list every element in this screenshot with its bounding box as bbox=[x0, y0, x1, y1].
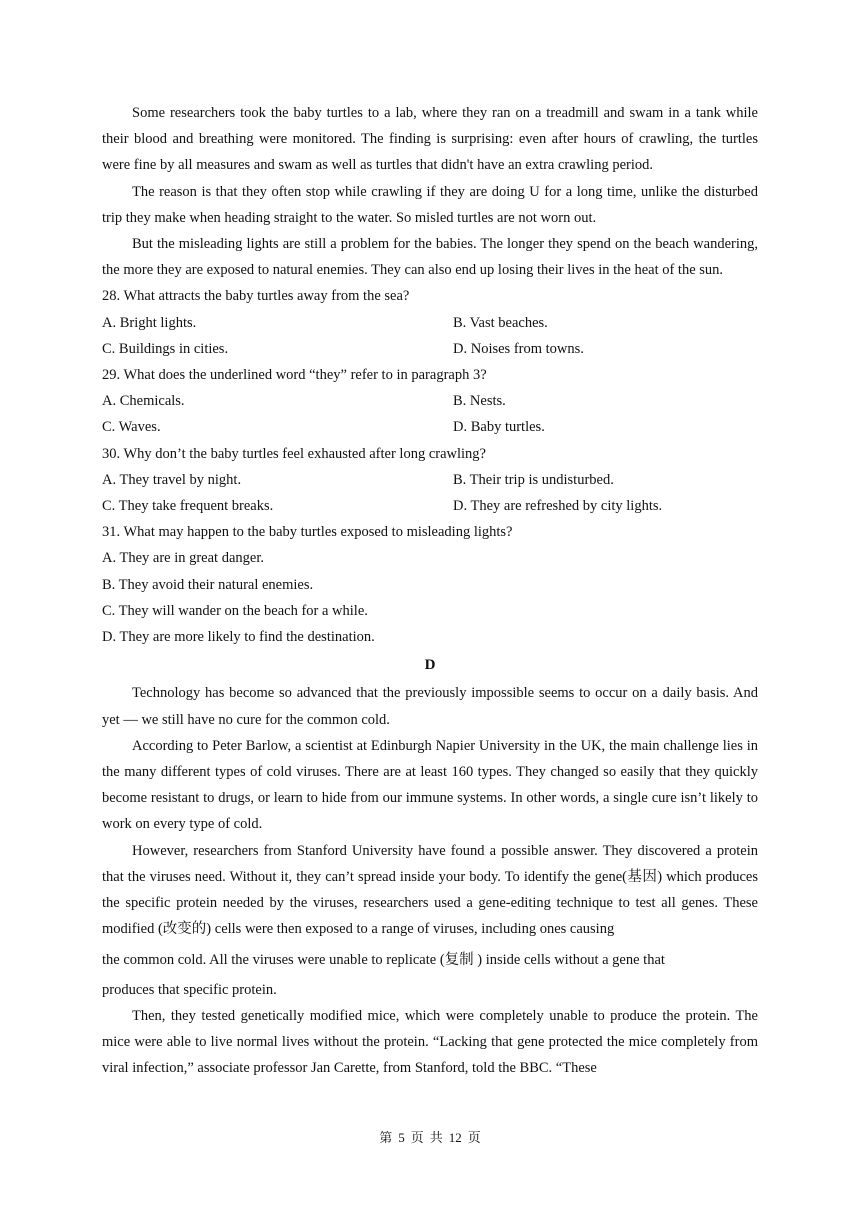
footer-gong: 共 bbox=[429, 1130, 443, 1145]
option-a: A. Bright lights. bbox=[102, 314, 197, 331]
page-content bbox=[102, 100, 758, 1081]
passage-c-paragraph-2: The reason is that they often stop while crawling if they are doing U for a long time, unlike the disturbed trip they make when heading straight to the water. So misled turtles are not worn out. bbox=[102, 183, 758, 226]
option-c: C. Buildings in cities. bbox=[102, 340, 229, 357]
page-number: 5 bbox=[398, 1130, 405, 1145]
option-b: B. They avoid their natural enemies. bbox=[102, 576, 314, 593]
question-30 bbox=[102, 441, 758, 520]
option-c: C. They take frequent breaks. bbox=[102, 498, 274, 515]
question-stem: 28. What attracts the baby turtles away from the sea? bbox=[102, 288, 410, 305]
option-c: C. They will wander on the beach for a while. bbox=[102, 602, 368, 619]
option-b: B. Vast beaches. bbox=[453, 314, 548, 331]
options-row bbox=[102, 493, 758, 519]
passage-d-paragraph-3 bbox=[102, 838, 758, 943]
footer-ye: 页 bbox=[410, 1130, 424, 1145]
option-a: A. They travel by night. bbox=[102, 471, 242, 488]
passage-d-paragraph-3-end: produces that specific protein. bbox=[102, 981, 277, 998]
page-footer bbox=[0, 1127, 860, 1146]
options-row bbox=[102, 414, 758, 440]
question-stem: 31. What may happen to the baby turtles exposed to misleading lights? bbox=[102, 524, 513, 541]
options-row bbox=[102, 310, 758, 336]
passage-d-paragraph-1: Technology has become so advanced that the previously impossible seems to occur on a daily basis. And yet — we still have no cure for the common cold. bbox=[102, 685, 758, 728]
question-29 bbox=[102, 362, 758, 441]
footer-ye-2: 页 bbox=[467, 1130, 481, 1145]
options-row bbox=[102, 467, 758, 493]
footer-di: 第 bbox=[379, 1130, 393, 1145]
question-28 bbox=[102, 283, 758, 362]
passage-d-paragraph-3-line: the common cold. All the viruses were unable to replicate (复制 ) inside cells without a gene that bbox=[102, 951, 665, 968]
option-d: D. They are refreshed by city lights. bbox=[453, 498, 663, 515]
option-d: D. They are more likely to find the destination. bbox=[102, 629, 375, 646]
option-a: A. They are in great danger. bbox=[102, 550, 264, 567]
option-d: D. Noises from towns. bbox=[453, 340, 584, 357]
options-row bbox=[102, 388, 758, 414]
question-stem: 30. Why don’t the baby turtles feel exhausted after long crawling? bbox=[102, 445, 486, 462]
section-heading: D bbox=[424, 657, 436, 674]
question-31 bbox=[102, 519, 758, 650]
option-b: B. Nests. bbox=[453, 393, 506, 410]
question-stem: 29. What does the underlined word “they” refer to in paragraph 3? bbox=[102, 367, 487, 384]
passage-d-paragraph-2: According to Peter Barlow, a scientist at Edinburgh Napier University in the UK, the main challenge lies in the many different types of cold viruses. There are at least 160 types. They changed so easily that they quickly become resistant to drugs, or learn to hide from our immune systems. In other words, a single cure isn’t likely to work on every type of cold. bbox=[102, 737, 758, 833]
total-pages: 12 bbox=[448, 1130, 462, 1145]
options-row bbox=[102, 336, 758, 362]
option-b: B. Their trip is undisturbed. bbox=[453, 471, 614, 488]
passage-c-paragraph-1: Some researchers took the baby turtles to a lab, where they ran on a treadmill and swam in a tank while their blood and breathing were monitored. The finding is surprising: even after hours of crawling, the turtles were fine by all measures and swam as well as turtles that didn't have an extra crawling period. bbox=[102, 105, 758, 174]
option-d: D. Baby turtles. bbox=[453, 419, 545, 436]
option-c: C. Waves. bbox=[102, 419, 161, 436]
paragraph-text: However, researchers from Stanford University have found a possible answer. They discovered a protein that the viruses need. Without it, they can’t spread inside your body. To identify the gene(基因) which produces the specific protein needed by the viruses, researchers used a gene-editing technique to test all genes. These modified (改变的) cells were then exposed to a range of viruses, including ones causing bbox=[102, 842, 758, 938]
option-a: A. Chemicals. bbox=[102, 393, 185, 410]
passage-c-paragraph-3: But the misleading lights are still a problem for the babies. The longer they spend on the beach wandering, the more they are exposed to natural enemies. They can also end up losing their lives in the heat of the sun. bbox=[102, 236, 758, 279]
passage-d-paragraph-4: Then, they tested genetically modified mice, which were completely unable to produce the protein. The mice were able to live normal lives without the protein. “Lacking that gene protected the mice completely from viral infection,” associate professor Jan Carette, from Stanford, told the BBC. “These bbox=[102, 1007, 758, 1077]
